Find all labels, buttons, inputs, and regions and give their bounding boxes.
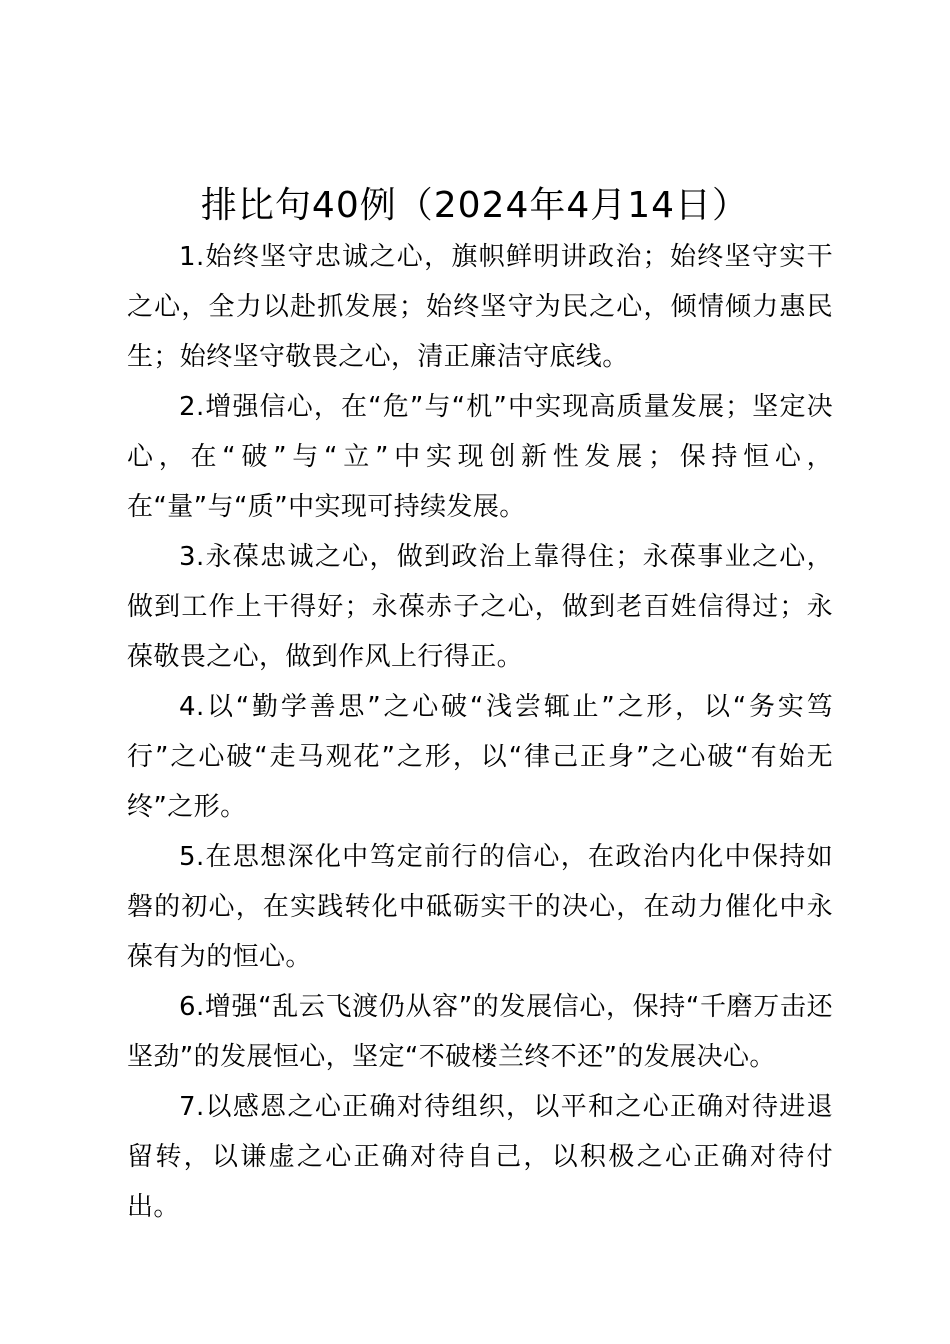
paragraph: 5.在思想深化中笃定前行的信心，在政治内化中保持如磐的初心，在实践转化中砥砺实干的决心，在动力催化中永葆有为的恒心。 — [127, 842, 833, 972]
paragraph: 1.始终坚守忠诚之心，旗帜鲜明讲政治；始终坚守实干之心，全力以赴抓发展；始终坚守为民之心，倾情倾力惠民生；始终坚守敬畏之心，清正廉洁守底线。 — [127, 242, 833, 372]
paragraph: 3.永葆忠诚之心，做到政治上靠得住；永葆事业之心，做到工作上干得好；永葆赤子之心，做到老百姓信得过；永葆敬畏之心，做到作风上行得正。 — [127, 542, 833, 672]
paragraph: 7.以感恩之心正确对待组织，以平和之心正确对待进退留转，以谦虚之心正确对待自己，以积极之心正确对待付出。 — [127, 1092, 833, 1222]
document-title: 排比句40例（2024年4月14日） — [200, 185, 750, 226]
paragraph: 4.以“勤学善思”之心破“浅尝辄止”之形，以“务实笃行”之心破“走马观花”之形，以“律己正身”之心破“有始无终”之形。 — [127, 692, 833, 822]
paragraph: 2.增强信心，在“危”与“机”中实现高质量发展；坚定决心，在“破”与“立”中实现创新性发展；保持恒心，在“量”与“质”中实现可持续发展。 — [127, 392, 833, 522]
document-body — [127, 232, 833, 1232]
paragraph: 6.增强“乱云飞渡仍从容”的发展信心，保持“千磨万击还坚劲”的发展恒心，坚定“不破楼兰终不还”的发展决心。 — [127, 992, 833, 1072]
